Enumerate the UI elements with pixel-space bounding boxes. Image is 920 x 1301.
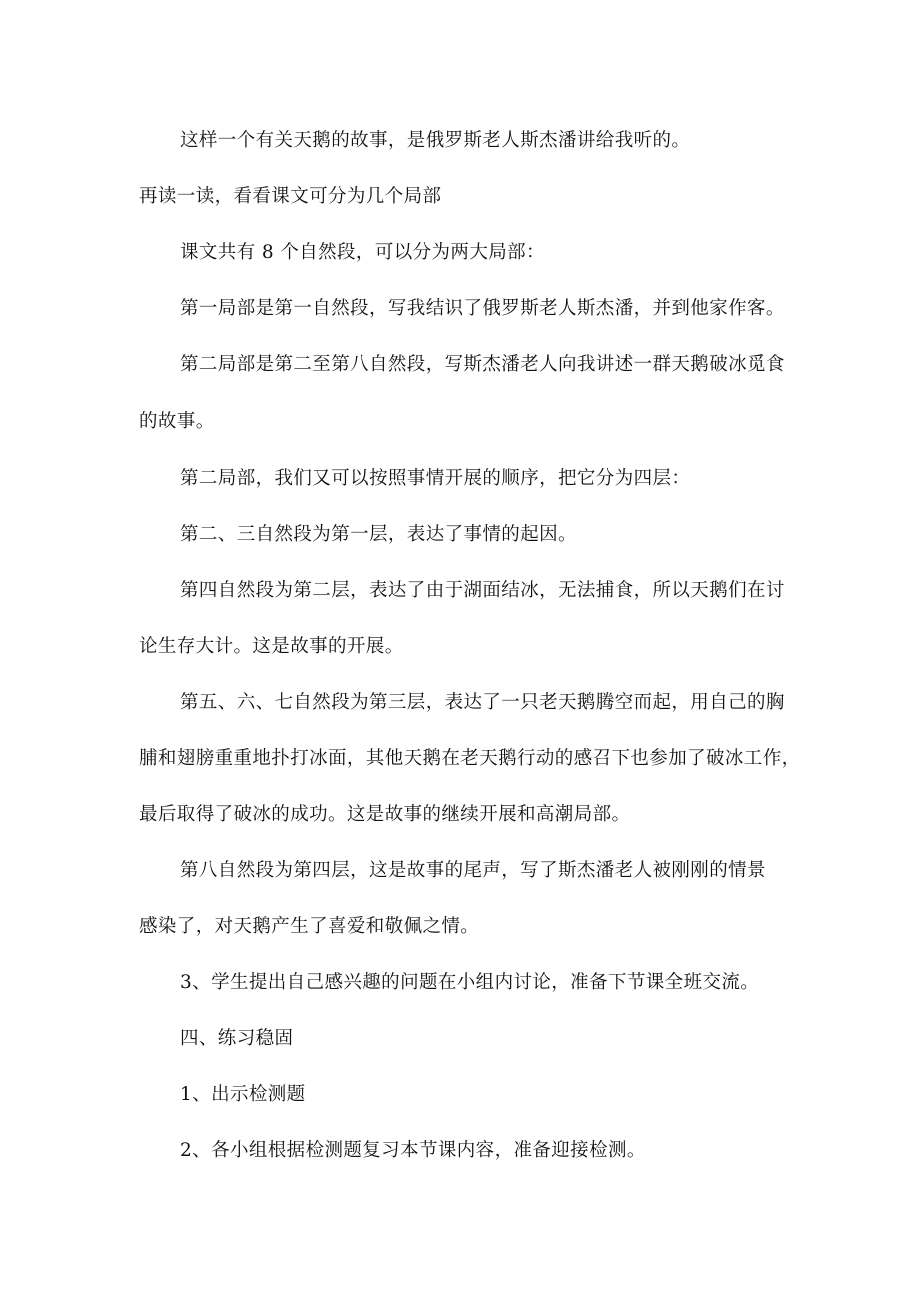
- text-line-6: 的故事。: [139, 411, 215, 432]
- text-line-1: 这样一个有关天鹅的故事，是俄罗斯老人斯杰潘讲给我听的。: [180, 130, 691, 151]
- text-line-12: 脯和翅膀重重地扑打冰面，其他天鹅在老天鹅行动的感召下也参加了破冰工作，: [139, 748, 801, 769]
- text-line-2: 再读一读，看看课文可分为几个局部: [139, 186, 442, 207]
- text-line-5: 第二局部是第二至第八自然段，写斯杰潘老人向我讲述一群天鹅破冰觅食: [180, 354, 785, 375]
- text-line-17: 四、练习稳固: [180, 1028, 294, 1049]
- text-line-16: 3、学生提出自己感兴趣的问题在小组内讨论，准备下节课全班交流。: [180, 972, 760, 993]
- text-line-7: 第二局部，我们又可以按照事情开展的顺序，把它分为四层：: [180, 468, 691, 489]
- text-line-3: 课文共有 8 个自然段，可以分为两大局部：: [180, 242, 545, 263]
- text-line-19: 2、各小组根据检测题复习本节课内容，准备迎接检测。: [180, 1140, 646, 1161]
- text-line-18: 1、出示检测题: [180, 1084, 306, 1105]
- text-line-8: 第二、三自然段为第一层，表达了事情的起因。: [180, 524, 577, 545]
- text-line-10: 论生存大计。这是故事的开展。: [139, 636, 404, 657]
- text-line-14: 第八自然段为第四层，这是故事的尾声，写了斯杰潘老人被刚刚的情景: [180, 860, 766, 881]
- text-line-11: 第五、六、七自然段为第三层，表达了一只老天鹅腾空而起，用自己的胸: [180, 692, 785, 713]
- text-line-9: 第四自然段为第二层，表达了由于湖面结冰，无法捕食，所以天鹅们在讨: [180, 580, 785, 601]
- text-line-4: 第一局部是第一自然段，写我结识了俄罗斯老人斯杰潘，并到他家作客。: [180, 298, 785, 319]
- text-line-15: 感染了，对天鹅产生了喜爱和敬佩之情。: [139, 916, 480, 937]
- text-line-13: 最后取得了破冰的成功。这是故事的继续开展和高潮局部。: [139, 804, 631, 825]
